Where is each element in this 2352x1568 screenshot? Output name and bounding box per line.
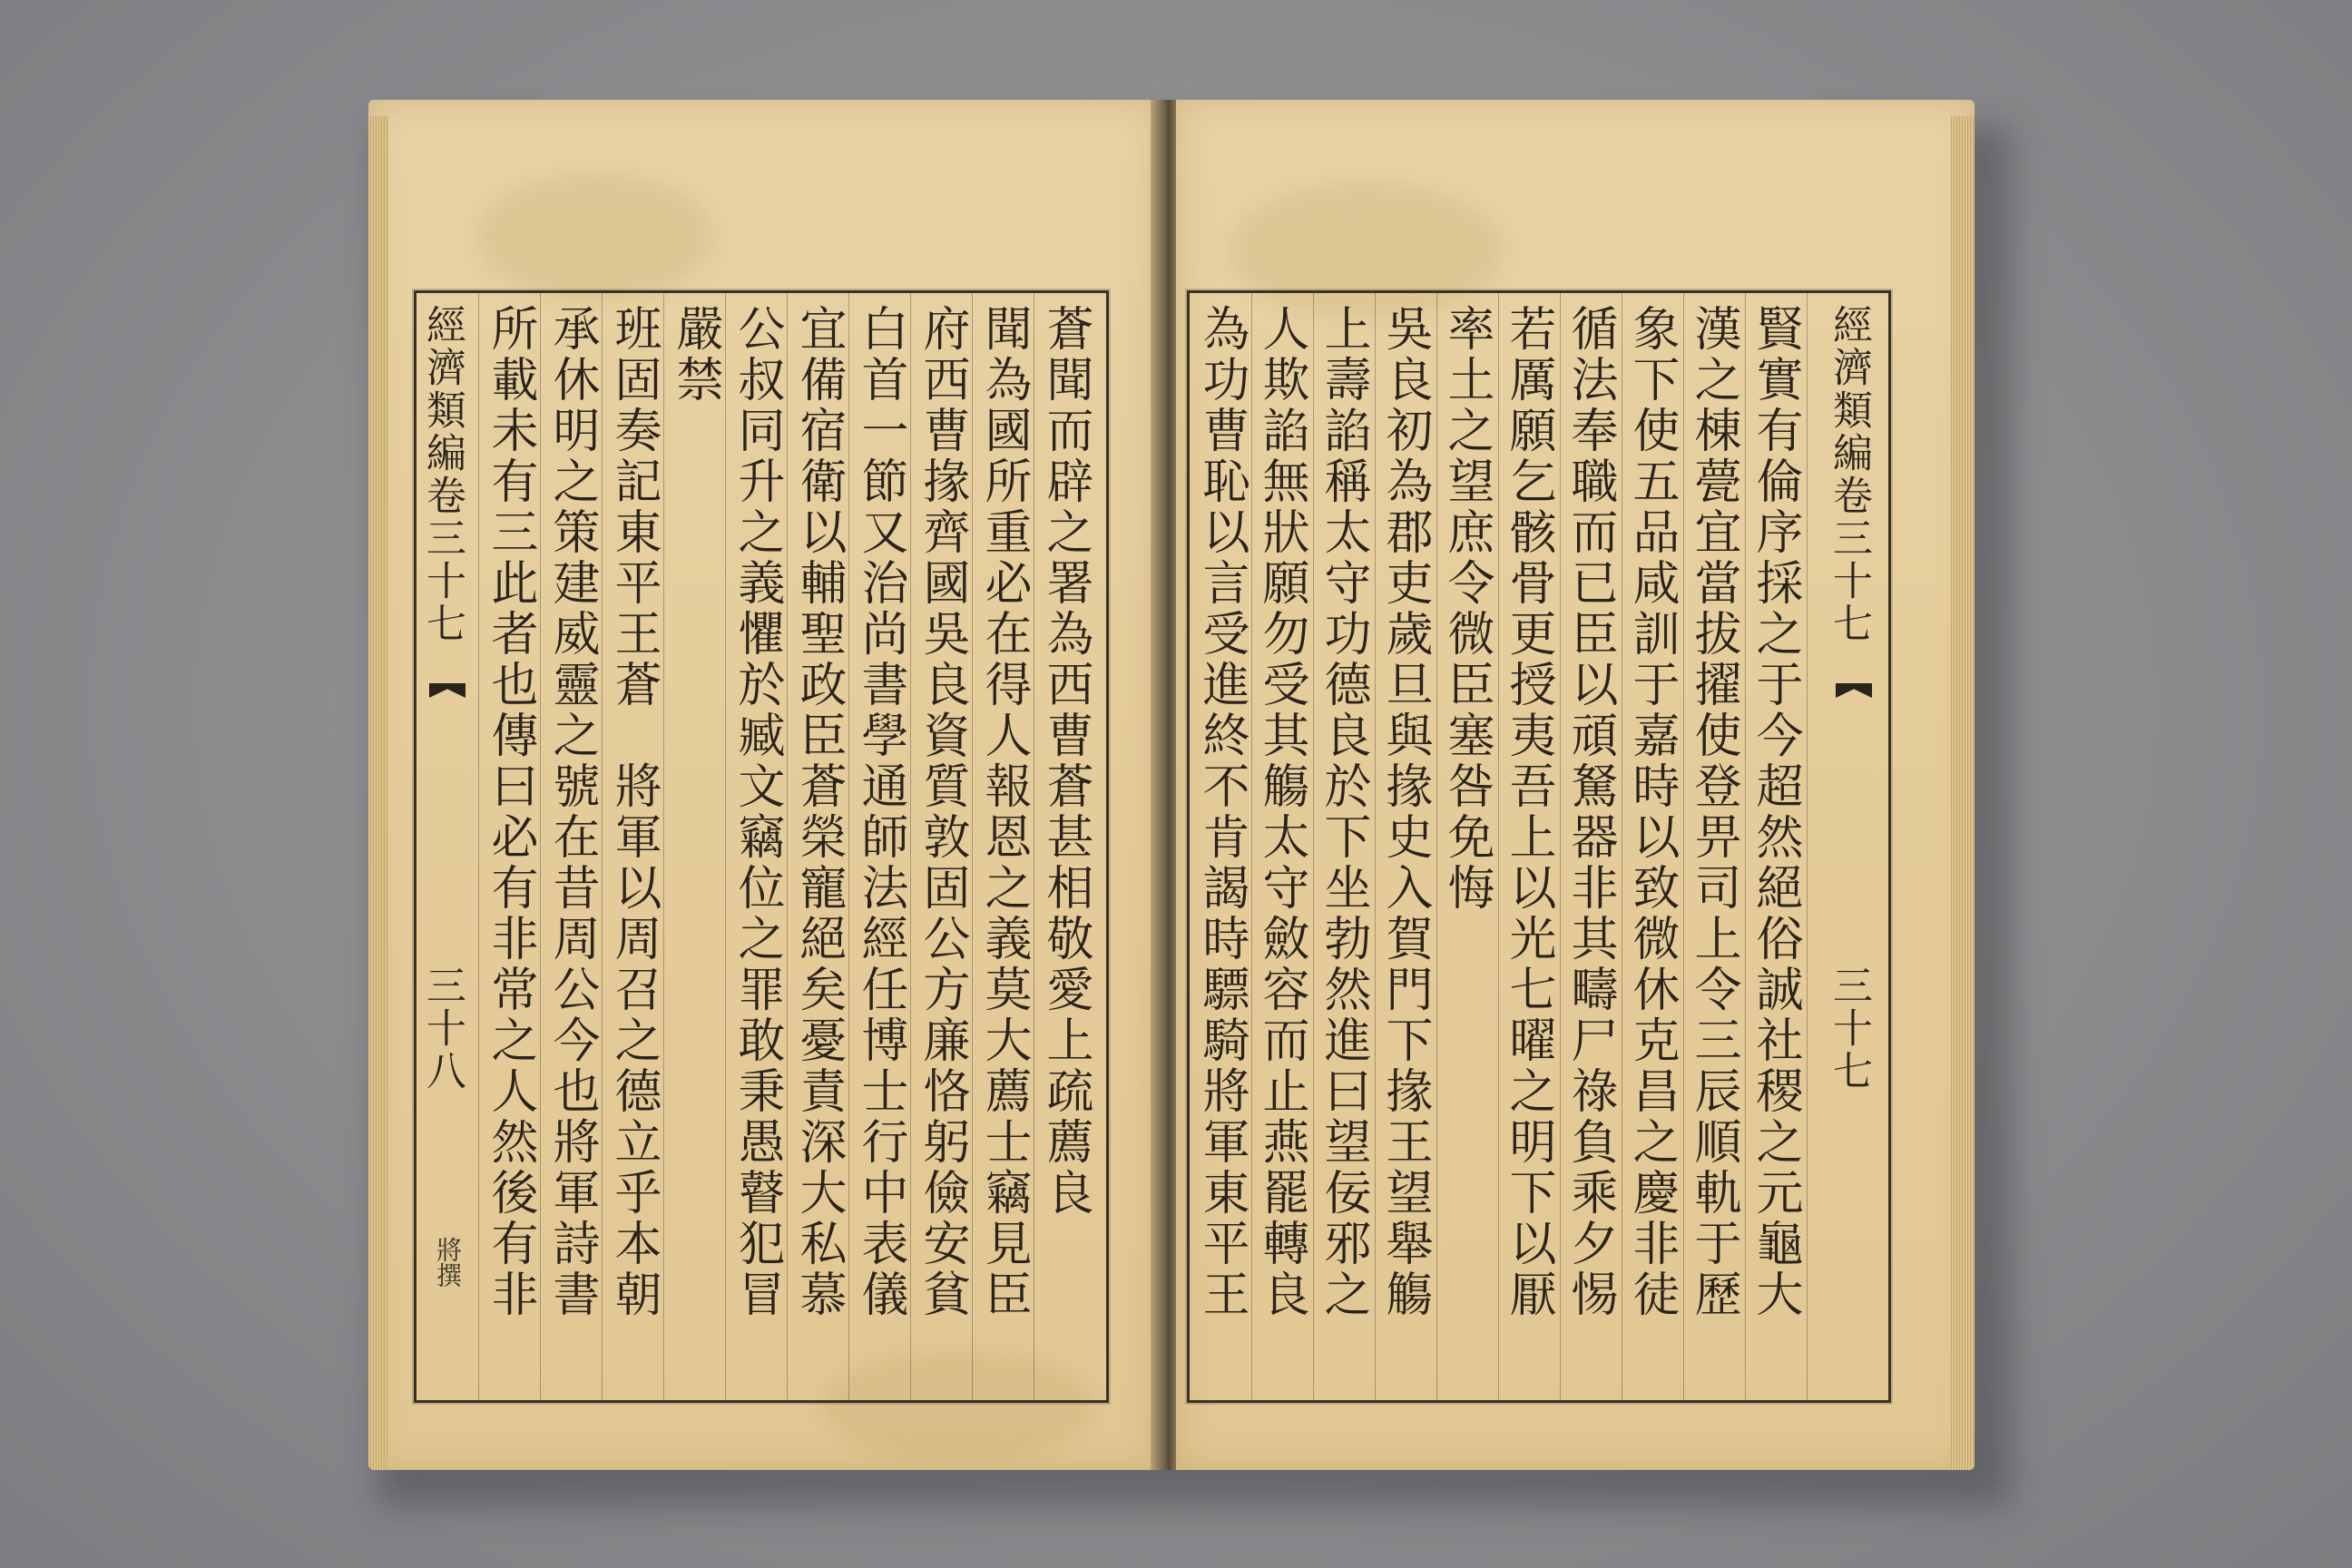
text-column: 循法奉職而已臣以頑駑器非其疇尸祿負乘夕惕 bbox=[1563, 304, 1617, 1320]
text-column: 漢之棟甍宜當拔擢使登畀司上令三辰順軌于歷 bbox=[1686, 304, 1740, 1320]
text-column: 承休明之策建威靈之號在昔周公今也將軍詩書 bbox=[544, 304, 599, 1320]
text-column: 蒼聞而辟之署為西曹蒼甚相敬愛上疏薦良 bbox=[1038, 304, 1093, 1219]
column-rule bbox=[787, 293, 788, 1400]
text-column: 率土之望庶令微臣塞咎免悔 bbox=[1439, 304, 1494, 914]
banxin-section: 將撰 bbox=[433, 1237, 463, 1288]
column-rule bbox=[848, 293, 849, 1400]
column-rule bbox=[478, 293, 479, 1400]
text-column: 班固奏記東平王蒼 將軍以周召之德立乎本朝 bbox=[606, 304, 661, 1320]
column-rule bbox=[1807, 293, 1808, 1400]
text-column: 公叔同升之義懼於臧文竊位之罪敢秉愚瞽犯冒 bbox=[730, 304, 784, 1320]
text-column: 吳良初為郡吏歲旦與掾史入賀門下掾王望舉觴 bbox=[1377, 304, 1432, 1320]
text-column: 嚴禁 bbox=[668, 304, 722, 406]
right-page-edges bbox=[1951, 116, 1975, 1470]
column-rule bbox=[1375, 293, 1376, 1400]
text-column: 上壽諂稱太守功德良於下坐勃然進曰望佞邪之 bbox=[1316, 304, 1370, 1320]
text-column: 象下使五品咸訓于嘉時以致微休克昌之慶非徒 bbox=[1624, 304, 1679, 1320]
column-rule bbox=[1560, 293, 1561, 1400]
open-book bbox=[359, 91, 1993, 1488]
text-column: 為功曹恥以言受進終不肯謁時驃騎將軍東平王 bbox=[1194, 304, 1249, 1320]
text-column: 賢實有倫序採之于今超然絕俗誠社稷之元龜大 bbox=[1748, 304, 1802, 1320]
column-rule bbox=[1498, 293, 1499, 1400]
column-rule bbox=[972, 293, 973, 1400]
text-column: 府西曹掾齊國吳良資質敦固公方廉恪躬儉安貧 bbox=[915, 304, 969, 1320]
banxin-title: 經濟類編卷三十七 bbox=[419, 304, 466, 645]
banxin-page-number: 三十七 bbox=[1826, 965, 1872, 1093]
text-column: 宜備宿衛以輔聖政臣蒼榮寵絕矣憂責深大私慕 bbox=[791, 304, 846, 1320]
banxin-page-number: 三十八 bbox=[419, 965, 466, 1093]
column-rule bbox=[1436, 293, 1437, 1400]
text-column: 人欺諂無狀願勿受其觴太守斂容而止燕罷轉良 bbox=[1254, 304, 1308, 1320]
column-rule bbox=[1745, 293, 1746, 1400]
right-page bbox=[1176, 100, 1975, 1470]
fish-tail-mark bbox=[429, 683, 466, 698]
column-rule bbox=[910, 293, 911, 1400]
right-text-frame bbox=[1187, 290, 1891, 1403]
left-page-edges bbox=[368, 116, 388, 1470]
text-column: 若厲願乞骸骨更授夷吾上以光七曜之明下以厭 bbox=[1501, 304, 1555, 1320]
column-rule bbox=[663, 293, 664, 1400]
column-rule bbox=[1313, 293, 1314, 1400]
banxin-title: 經濟類編卷三十七 bbox=[1826, 304, 1872, 645]
fish-tail-mark bbox=[1836, 683, 1872, 698]
column-rule bbox=[602, 293, 603, 1400]
paper-stain bbox=[477, 172, 713, 299]
left-page bbox=[368, 100, 1158, 1470]
column-rule bbox=[1683, 293, 1684, 1400]
left-text-frame bbox=[414, 290, 1109, 1403]
text-column: 白首一節又治尚書學通師法經任博士行中表儀 bbox=[853, 304, 907, 1320]
column-rule bbox=[1251, 293, 1252, 1400]
text-column: 所載未有三此者也傳曰必有非常之人然後有非 bbox=[483, 304, 537, 1320]
column-rule bbox=[725, 293, 726, 1400]
text-column: 聞為國所重必在得人報恩之義莫大薦士竊見臣 bbox=[976, 304, 1031, 1320]
column-rule bbox=[540, 293, 541, 1400]
